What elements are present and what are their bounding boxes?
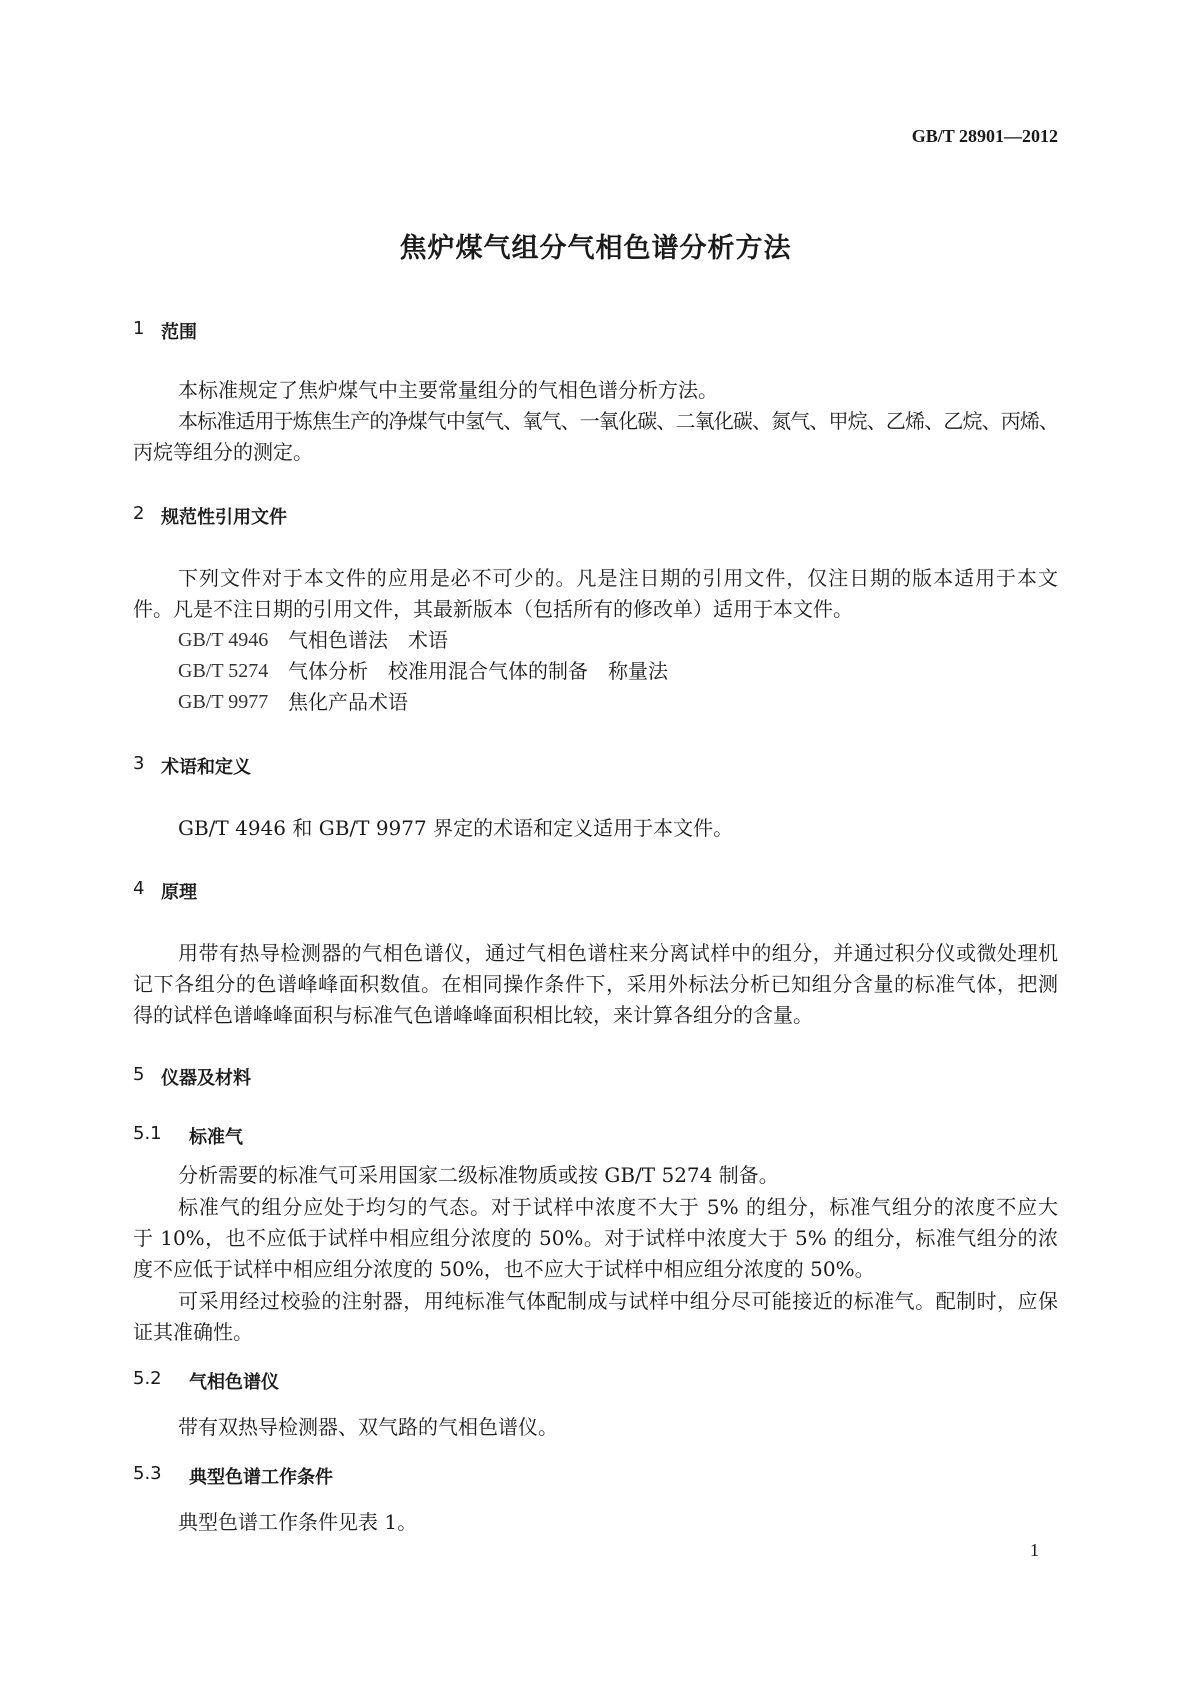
reference-title: 焦化产品术语 (288, 690, 408, 714)
section-5-2-heading (133, 1368, 279, 1394)
section-number: 4 (133, 878, 145, 899)
reference-title: 气体分析 校准用混合气体的制备 称量法 (288, 659, 668, 683)
paragraph-line: 度不应低于试样中相应组分浓度的 50%，也不应大于试样中相应组分浓度的 50%。 (133, 1257, 875, 1281)
reference-item (178, 656, 668, 687)
paragraph-line: 证其准确性。 (133, 1320, 253, 1344)
standard-code: GB/T 28901—2012 (911, 126, 1058, 146)
paragraph-line: 用带有热导检测器的气相色谱仪，通过气相色谱柱来分离试样中的组分，并通过积分仪或微处理机 (178, 941, 1058, 965)
section-number: 5.3 (133, 1463, 162, 1484)
section-title: 术语和定义 (161, 757, 251, 778)
paragraph-line: 本标准适用于炼焦生产的净煤气中氢气、氧气、一氧化碳、二氧化碳、氮气、甲烷、乙烯、乙烷、丙烯、 (178, 409, 1058, 433)
paragraph-line: 得的试样色谱峰峰面积与标准气色谱峰峰面积相比较，来计算各组分的含量。 (133, 1003, 813, 1027)
reference-title: 气相色谱法 术语 (288, 628, 448, 652)
section-number: 1 (133, 318, 145, 339)
section-title: 规范性引用文件 (161, 507, 287, 528)
section-number: 5.1 (133, 1123, 162, 1144)
reference-code: GB/T 4946 (178, 629, 269, 651)
section-title: 范围 (161, 322, 197, 343)
section-1-heading (133, 318, 197, 344)
section-number: 5.2 (133, 1368, 162, 1389)
paragraph-line: 带有双热导检测器、双气路的气相色谱仪。 (178, 1415, 558, 1439)
section-2-heading (133, 503, 287, 529)
section-5-1-heading (133, 1123, 243, 1149)
reference-code: GB/T 9977 (178, 691, 269, 713)
section-5-heading (133, 1064, 251, 1090)
reference-code: GB/T 5274 (178, 660, 269, 682)
paragraph-line: 记下各组分的色谱峰峰面积数值。在相同操作条件下，采用外标法分析已知组分含量的标准气体，把测 (133, 972, 1058, 996)
section-title: 标准气 (189, 1127, 243, 1148)
paragraph-line: 件。凡是不注日期的引用文件，其最新版本（包括所有的修改单）适用于本文件。 (133, 597, 853, 621)
paragraph-line: 于 10%，也不应低于试样中相应组分浓度的 50%。对于试样中浓度大于 5% 的组分，标准气组分的浓 (133, 1226, 1058, 1250)
reference-item (178, 687, 408, 718)
section-title: 气相色谱仪 (189, 1372, 279, 1393)
paragraph-line: 本标准规定了焦炉煤气中主要常量组分的气相色谱分析方法。 (178, 378, 718, 402)
paragraph-line: 丙烷等组分的测定。 (133, 440, 313, 464)
section-3-heading (133, 753, 251, 779)
section-5-3-heading (133, 1463, 333, 1489)
paragraph-line: 典型色谱工作条件见表 1。 (178, 1510, 418, 1534)
paragraph-line: 下列文件对于本文件的应用是必不可少的。凡是注日期的引用文件，仅注日期的版本适用于本文 (178, 566, 1058, 590)
page-number: 1 (1030, 1540, 1039, 1560)
page-title: 焦炉煤气组分气相色谱分析方法 (399, 233, 792, 264)
paragraph-line: GB/T 4946 和 GB/T 9977 界定的术语和定义适用于本文件。 (178, 816, 734, 840)
section-title: 原理 (161, 882, 197, 903)
reference-item (178, 625, 448, 656)
paragraph-line: 可采用经过校验的注射器，用纯标准气体配制成与试样中组分尽可能接近的标准气。配制时，应保 (178, 1289, 1058, 1313)
section-title: 典型色谱工作条件 (189, 1467, 333, 1488)
section-number: 5 (133, 1064, 145, 1085)
section-4-heading (133, 878, 197, 904)
section-number: 3 (133, 753, 145, 774)
section-title: 仪器及材料 (161, 1068, 251, 1089)
paragraph-line: 分析需要的标准气可采用国家二级标准物质或按 GB/T 5274 制备。 (178, 1163, 779, 1187)
paragraph-line: 标准气的组分应处于均匀的气态。对于试样中浓度不大于 5% 的组分，标准气组分的浓度不应大 (178, 1195, 1058, 1219)
section-number: 2 (133, 503, 145, 524)
